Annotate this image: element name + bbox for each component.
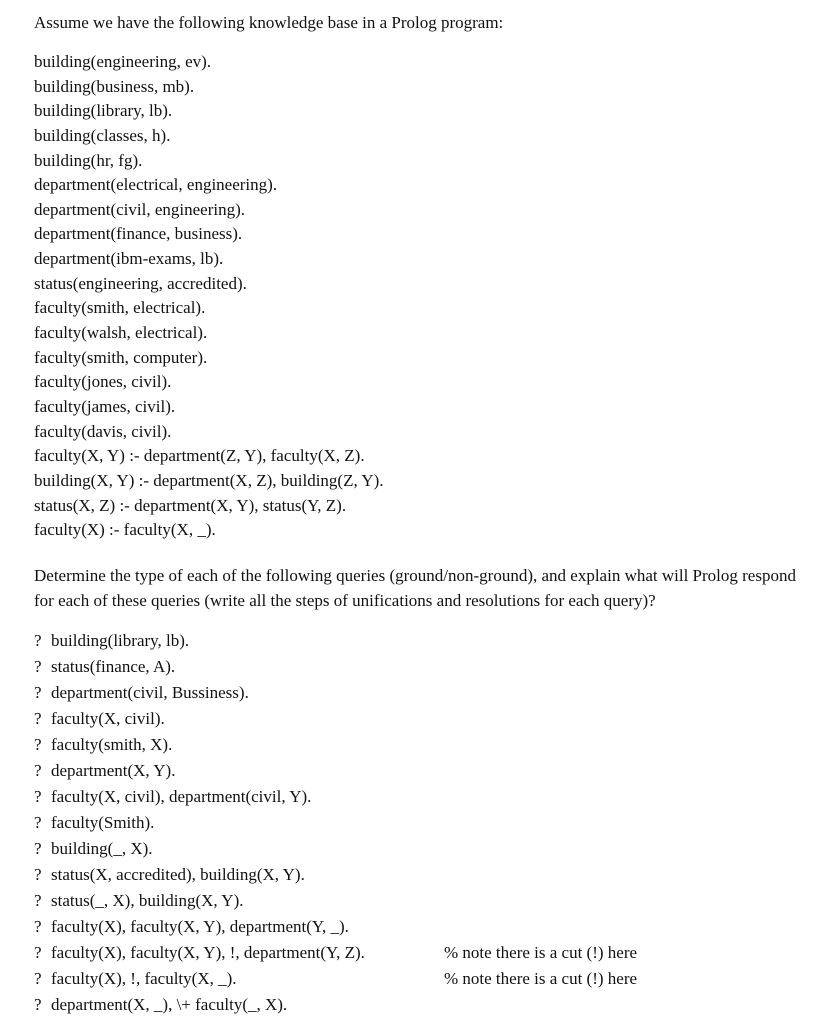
query-text: faculty(Smith). xyxy=(51,813,155,832)
query-text: department(X, Y). xyxy=(51,761,176,780)
query-item xyxy=(34,966,814,992)
knowledge-base-list xyxy=(34,50,384,543)
query-text: faculty(X, civil). xyxy=(51,709,165,728)
query-prompt: ? xyxy=(34,943,42,962)
kb-clause: faculty(smith, electrical). xyxy=(34,298,206,318)
query-prompt: ? xyxy=(34,917,42,936)
kb-clause: building(library, lb). xyxy=(34,101,173,121)
query-item xyxy=(34,680,814,706)
query-prompt: ? xyxy=(34,839,42,858)
kb-clause: faculty(davis, civil). xyxy=(34,421,172,441)
kb-clause: faculty(walsh, electrical). xyxy=(34,323,208,343)
kb-clause: department(finance, business). xyxy=(34,224,243,244)
kb-clause: faculty(james, civil). xyxy=(34,396,176,416)
query-text: faculty(X), !, faculty(X, _). xyxy=(51,969,237,988)
query-text: faculty(X, civil), department(civil, Y). xyxy=(51,787,312,806)
query-item xyxy=(34,836,814,862)
query-item xyxy=(34,940,814,966)
query-text: faculty(smith, X). xyxy=(51,735,173,754)
query-text: status(finance, A). xyxy=(51,657,176,676)
kb-clause: faculty(jones, civil). xyxy=(34,372,172,392)
query-item xyxy=(34,888,814,914)
kb-clause: building(engineering, ev). xyxy=(34,52,212,71)
query-item xyxy=(34,914,814,940)
kb-clause: faculty(smith, computer). xyxy=(34,347,208,367)
query-prompt: ? xyxy=(34,891,42,910)
query-text: faculty(X), faculty(X, Y), !, department(Y, Z). xyxy=(51,943,365,962)
query-text: department(X, _), \+ faculty(_, X). xyxy=(51,995,288,1014)
query-item xyxy=(34,784,814,810)
query-prompt: ? xyxy=(34,787,42,806)
query-item xyxy=(34,706,814,732)
query-item xyxy=(34,732,814,758)
query-text: faculty(X), faculty(X, Y), department(Y, _). xyxy=(51,917,349,936)
kb-clause: building(classes, h). xyxy=(34,125,171,145)
query-item xyxy=(34,992,814,1018)
query-item xyxy=(34,654,814,680)
query-text: building(_, X). xyxy=(51,839,153,858)
kb-clause: faculty(X) :- faculty(X, _). xyxy=(34,520,216,540)
query-prompt: ? xyxy=(34,735,42,754)
kb-clause: status(X, Z) :- department(X, Y), status(Y, Z). xyxy=(34,495,347,515)
kb-clause: building(hr, fg). xyxy=(34,150,143,170)
query-prompt: ? xyxy=(34,683,42,702)
query-note: % note there is a cut (!) here xyxy=(444,969,638,988)
query-item xyxy=(34,758,814,784)
query-item xyxy=(34,810,814,836)
query-note: % note there is a cut (!) here xyxy=(444,943,638,962)
query-text: department(civil, Bussiness). xyxy=(51,683,249,702)
kb-clause: building(business, mb). xyxy=(34,76,195,96)
kb-clause: department(electrical, engineering). xyxy=(34,175,278,195)
query-prompt: ? xyxy=(34,865,42,884)
query-prompt: ? xyxy=(34,631,42,650)
query-text: building(library, lb). xyxy=(51,631,190,650)
query-prompt: ? xyxy=(34,995,42,1014)
query-item xyxy=(34,862,814,888)
kb-clause: faculty(X, Y) :- department(Z, Y), faculty(X, Z). xyxy=(34,446,365,466)
kb-clause: status(engineering, accredited). xyxy=(34,273,247,293)
query-prompt: ? xyxy=(34,813,42,832)
kb-clause: department(ibm-exams, lb). xyxy=(34,249,224,269)
query-prompt: ? xyxy=(34,761,42,780)
query-item xyxy=(34,628,814,654)
kb-clause: building(X, Y) :- department(X, Z), building(Z, Y). xyxy=(34,470,384,490)
query-list xyxy=(34,628,814,1018)
intro-text: Assume we have the following knowledge base in a Prolog program: xyxy=(34,13,504,32)
query-prompt: ? xyxy=(34,657,42,676)
query-text: status(_, X), building(X, Y). xyxy=(51,891,244,910)
question-text: Determine the type of each of the following queries (ground/non-ground), and explain what will Prolog respond for each of these queries (write all the steps of unifications and resolutions for each query)? xyxy=(34,566,796,610)
query-prompt: ? xyxy=(34,969,42,988)
query-prompt: ? xyxy=(34,709,42,728)
kb-clause: department(civil, engineering). xyxy=(34,199,245,219)
query-text: status(X, accredited), building(X, Y). xyxy=(51,865,305,884)
